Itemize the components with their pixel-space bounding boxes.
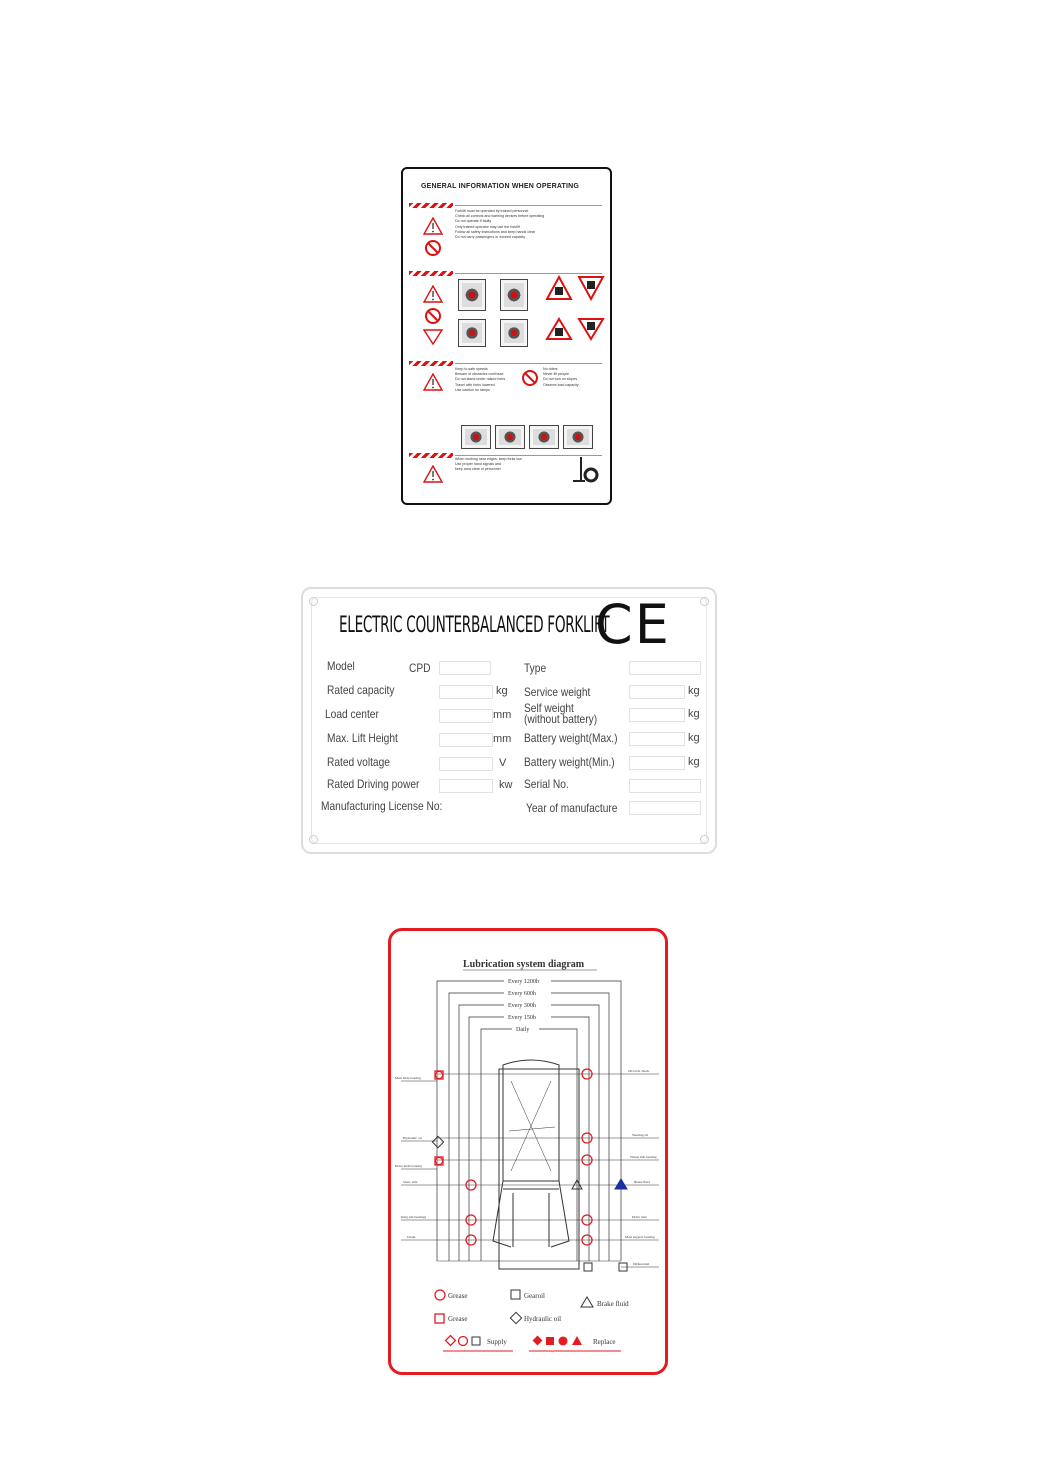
interval-leader-lines-right xyxy=(539,981,621,1261)
info-title: GENERAL INFORMATION WHEN OPERATING xyxy=(421,183,580,190)
field-label-max-lift-height: Max. Lift Height xyxy=(327,731,398,745)
ce-mark: CE xyxy=(595,593,671,656)
point-label-drive-axle: Drive axle xyxy=(632,1215,647,1219)
unit-kg: kg xyxy=(688,756,700,768)
nameplate-title: ELECTRIC COUNTERBALANCED FORKLIFT xyxy=(339,613,610,638)
forklift-pictogram xyxy=(458,279,486,311)
interval-600h: Every 600h xyxy=(508,991,536,997)
hazard-stripe xyxy=(409,271,453,276)
field-label-manufacturing-license: Manufacturing License No: xyxy=(321,799,443,813)
screw-hole xyxy=(309,597,318,606)
interval-150h: Every 150h xyxy=(508,1015,536,1021)
field-label-load-center: Load center xyxy=(325,707,379,721)
legend-gearoil-icon xyxy=(511,1290,520,1299)
forklift-pictogram xyxy=(529,425,559,449)
replace-diamond-icon xyxy=(533,1336,543,1346)
year-of-manufacture-field xyxy=(629,801,701,815)
section3-left-text: Keep to safe speeds Beware of obstacles overhead Do not stand under raised forks Travel with forks lowered Use caution on ramps xyxy=(455,367,506,392)
legend-supply: Supply xyxy=(487,1338,507,1346)
interval-leader-lines-left xyxy=(437,981,512,1261)
unit-kg: kg xyxy=(688,732,700,744)
legend-grease-square: Grease xyxy=(448,1315,468,1323)
prohibited-pictogram xyxy=(495,425,525,449)
warning-triangle-icon xyxy=(423,465,443,483)
point-label-steering-oil: Steering oil xyxy=(632,1133,649,1137)
model-field xyxy=(439,661,491,675)
point-label-hydraulic-oil: Hydraulic oil xyxy=(403,1136,422,1140)
hazard-stripe xyxy=(409,453,453,458)
point-label-mast-support: Mast support bearing xyxy=(625,1235,655,1239)
lubrication-diagram xyxy=(391,931,665,1372)
point-label-wheel-hub: Wheel hub bearing xyxy=(630,1155,657,1159)
screw-hole xyxy=(700,835,709,844)
field-label-battery-weight-max: Battery weight(Max.) xyxy=(524,731,618,745)
model-prefix: CPD xyxy=(409,661,431,675)
unit-kg: kg xyxy=(496,685,508,697)
point-label-differential: Differential xyxy=(633,1262,650,1266)
field-label-rated-driving-power: Rated Driving power xyxy=(327,777,420,791)
field-label-serial-no: Serial No. xyxy=(524,777,569,791)
supply-square-icon xyxy=(472,1337,480,1345)
lube-markers xyxy=(432,1069,627,1271)
legend-grease-square-icon xyxy=(435,1314,444,1323)
field-label-year-of-manufacture: Year of manufacture xyxy=(526,801,618,815)
forklift-wheel-icon xyxy=(571,455,599,485)
field-label-model: Model xyxy=(327,659,355,673)
unit-mm: mm xyxy=(493,733,512,745)
lubrication-title: Lubrication system diagram xyxy=(463,959,585,970)
section4-text: When working near edges, keep forks low Use proper hand signals and keep area clear of personnel xyxy=(455,457,522,472)
replace-square-icon xyxy=(546,1337,554,1345)
prohibited-pictogram xyxy=(461,425,491,449)
forklift-pictogram xyxy=(500,279,528,311)
field-label-self-weight: Self weight (without battery) xyxy=(524,701,598,726)
unit-kw: kw xyxy=(499,779,513,791)
section-divider xyxy=(455,273,602,274)
type-field xyxy=(629,661,701,675)
rated-driving-power-field xyxy=(439,779,493,793)
unit-v: V xyxy=(499,757,507,769)
legend-brake-fluid-icon xyxy=(581,1297,593,1307)
prohibition-icon xyxy=(521,369,539,387)
point-label-drive-shaft-bearing: Drive shaft bearing xyxy=(395,1164,423,1168)
forklift-pictogram xyxy=(563,425,593,449)
section-divider xyxy=(455,205,602,206)
lubrication-legend xyxy=(435,1290,629,1351)
point-leader-lines xyxy=(401,1074,659,1267)
point-label-mast-slide-bearing: Mast slide bearing xyxy=(395,1076,421,1080)
crush-warning-icons xyxy=(545,317,605,345)
legend-hydraulic-oil-icon xyxy=(510,1312,521,1323)
prohibition-icon xyxy=(424,307,442,325)
warning-triangle-icon xyxy=(423,217,443,235)
general-information-label xyxy=(401,167,612,505)
point-label-chain: Chain xyxy=(407,1235,416,1239)
point-label-oil-level: Oil level check xyxy=(628,1069,650,1073)
supply-diamond-icon xyxy=(446,1336,456,1346)
supply-circle-icon xyxy=(459,1337,468,1346)
forklift-nameplate xyxy=(301,587,717,854)
unit-kg: kg xyxy=(688,708,700,720)
point-label-king-pin: King pin bearings xyxy=(401,1215,427,1219)
interval-1200h: Every 1200h xyxy=(508,979,539,985)
interval-daily: Daily xyxy=(516,1027,530,1033)
screw-hole xyxy=(309,835,318,844)
replace-circle-icon xyxy=(559,1337,568,1346)
serial-no-field xyxy=(629,779,701,793)
battery-weight-max-field xyxy=(629,732,685,746)
lubrication-diagram-label xyxy=(388,928,668,1375)
forklift-pictogram xyxy=(458,319,486,347)
unit-kg: kg xyxy=(688,685,700,697)
inverted-warning-icon xyxy=(423,329,443,345)
unit-mm: mm xyxy=(493,709,512,721)
section1-text: Forklift must be operated by trained personnel Check all controls and warning devices before operating Do not operate if faulty Only trained operator may use the forklift Follow all safety instructions and keep hands clear Do not carry passengers or exceed capacity xyxy=(455,209,545,240)
legend-grease-circle-icon xyxy=(435,1290,445,1300)
self-weight-field xyxy=(629,708,685,722)
field-label-service-weight: Service weight xyxy=(524,685,591,699)
field-label-rated-capacity: Rated capacity xyxy=(327,683,395,697)
tipover-warning-icons xyxy=(545,275,605,305)
section3-right-text: No riders Never lift people Do not turn on slopes Observe load capacity xyxy=(543,367,579,387)
replace-triangle-icon xyxy=(572,1336,582,1345)
legend-brake-fluid: Brake fluid xyxy=(597,1300,629,1308)
rated-capacity-field xyxy=(439,685,493,699)
prohibition-icon xyxy=(424,239,442,257)
section-divider xyxy=(455,363,602,364)
screw-hole xyxy=(700,597,709,606)
field-label-battery-weight-min: Battery weight(Min.) xyxy=(524,755,615,769)
legend-grease-circle: Grease xyxy=(448,1292,468,1300)
diagram-grid-rows xyxy=(437,1074,621,1261)
hazard-stripe xyxy=(409,361,453,366)
field-label-rated-voltage: Rated voltage xyxy=(327,755,390,769)
battery-weight-min-field xyxy=(629,756,685,770)
warning-triangle-icon xyxy=(423,373,443,391)
load-center-field xyxy=(439,709,493,723)
interval-300h: Every 300h xyxy=(508,1003,536,1009)
forklift-pictogram xyxy=(500,319,528,347)
point-label-brake-fluid: Brake fluid xyxy=(634,1180,650,1184)
field-label-type: Type xyxy=(524,661,547,675)
service-weight-field xyxy=(629,685,685,699)
forklift-truck-outline xyxy=(493,1060,579,1269)
warning-triangle-icon xyxy=(423,285,443,303)
legend-replace: Replace xyxy=(593,1338,616,1346)
legend-hydraulic-oil: Hydraulic oil xyxy=(524,1315,562,1323)
rated-voltage-field xyxy=(439,757,493,771)
legend-gearoil: Gearoil xyxy=(524,1292,545,1300)
max-lift-height-field xyxy=(439,733,493,747)
point-label-steer-axle: Steer. axle xyxy=(403,1180,418,1184)
hazard-stripe xyxy=(409,203,453,208)
